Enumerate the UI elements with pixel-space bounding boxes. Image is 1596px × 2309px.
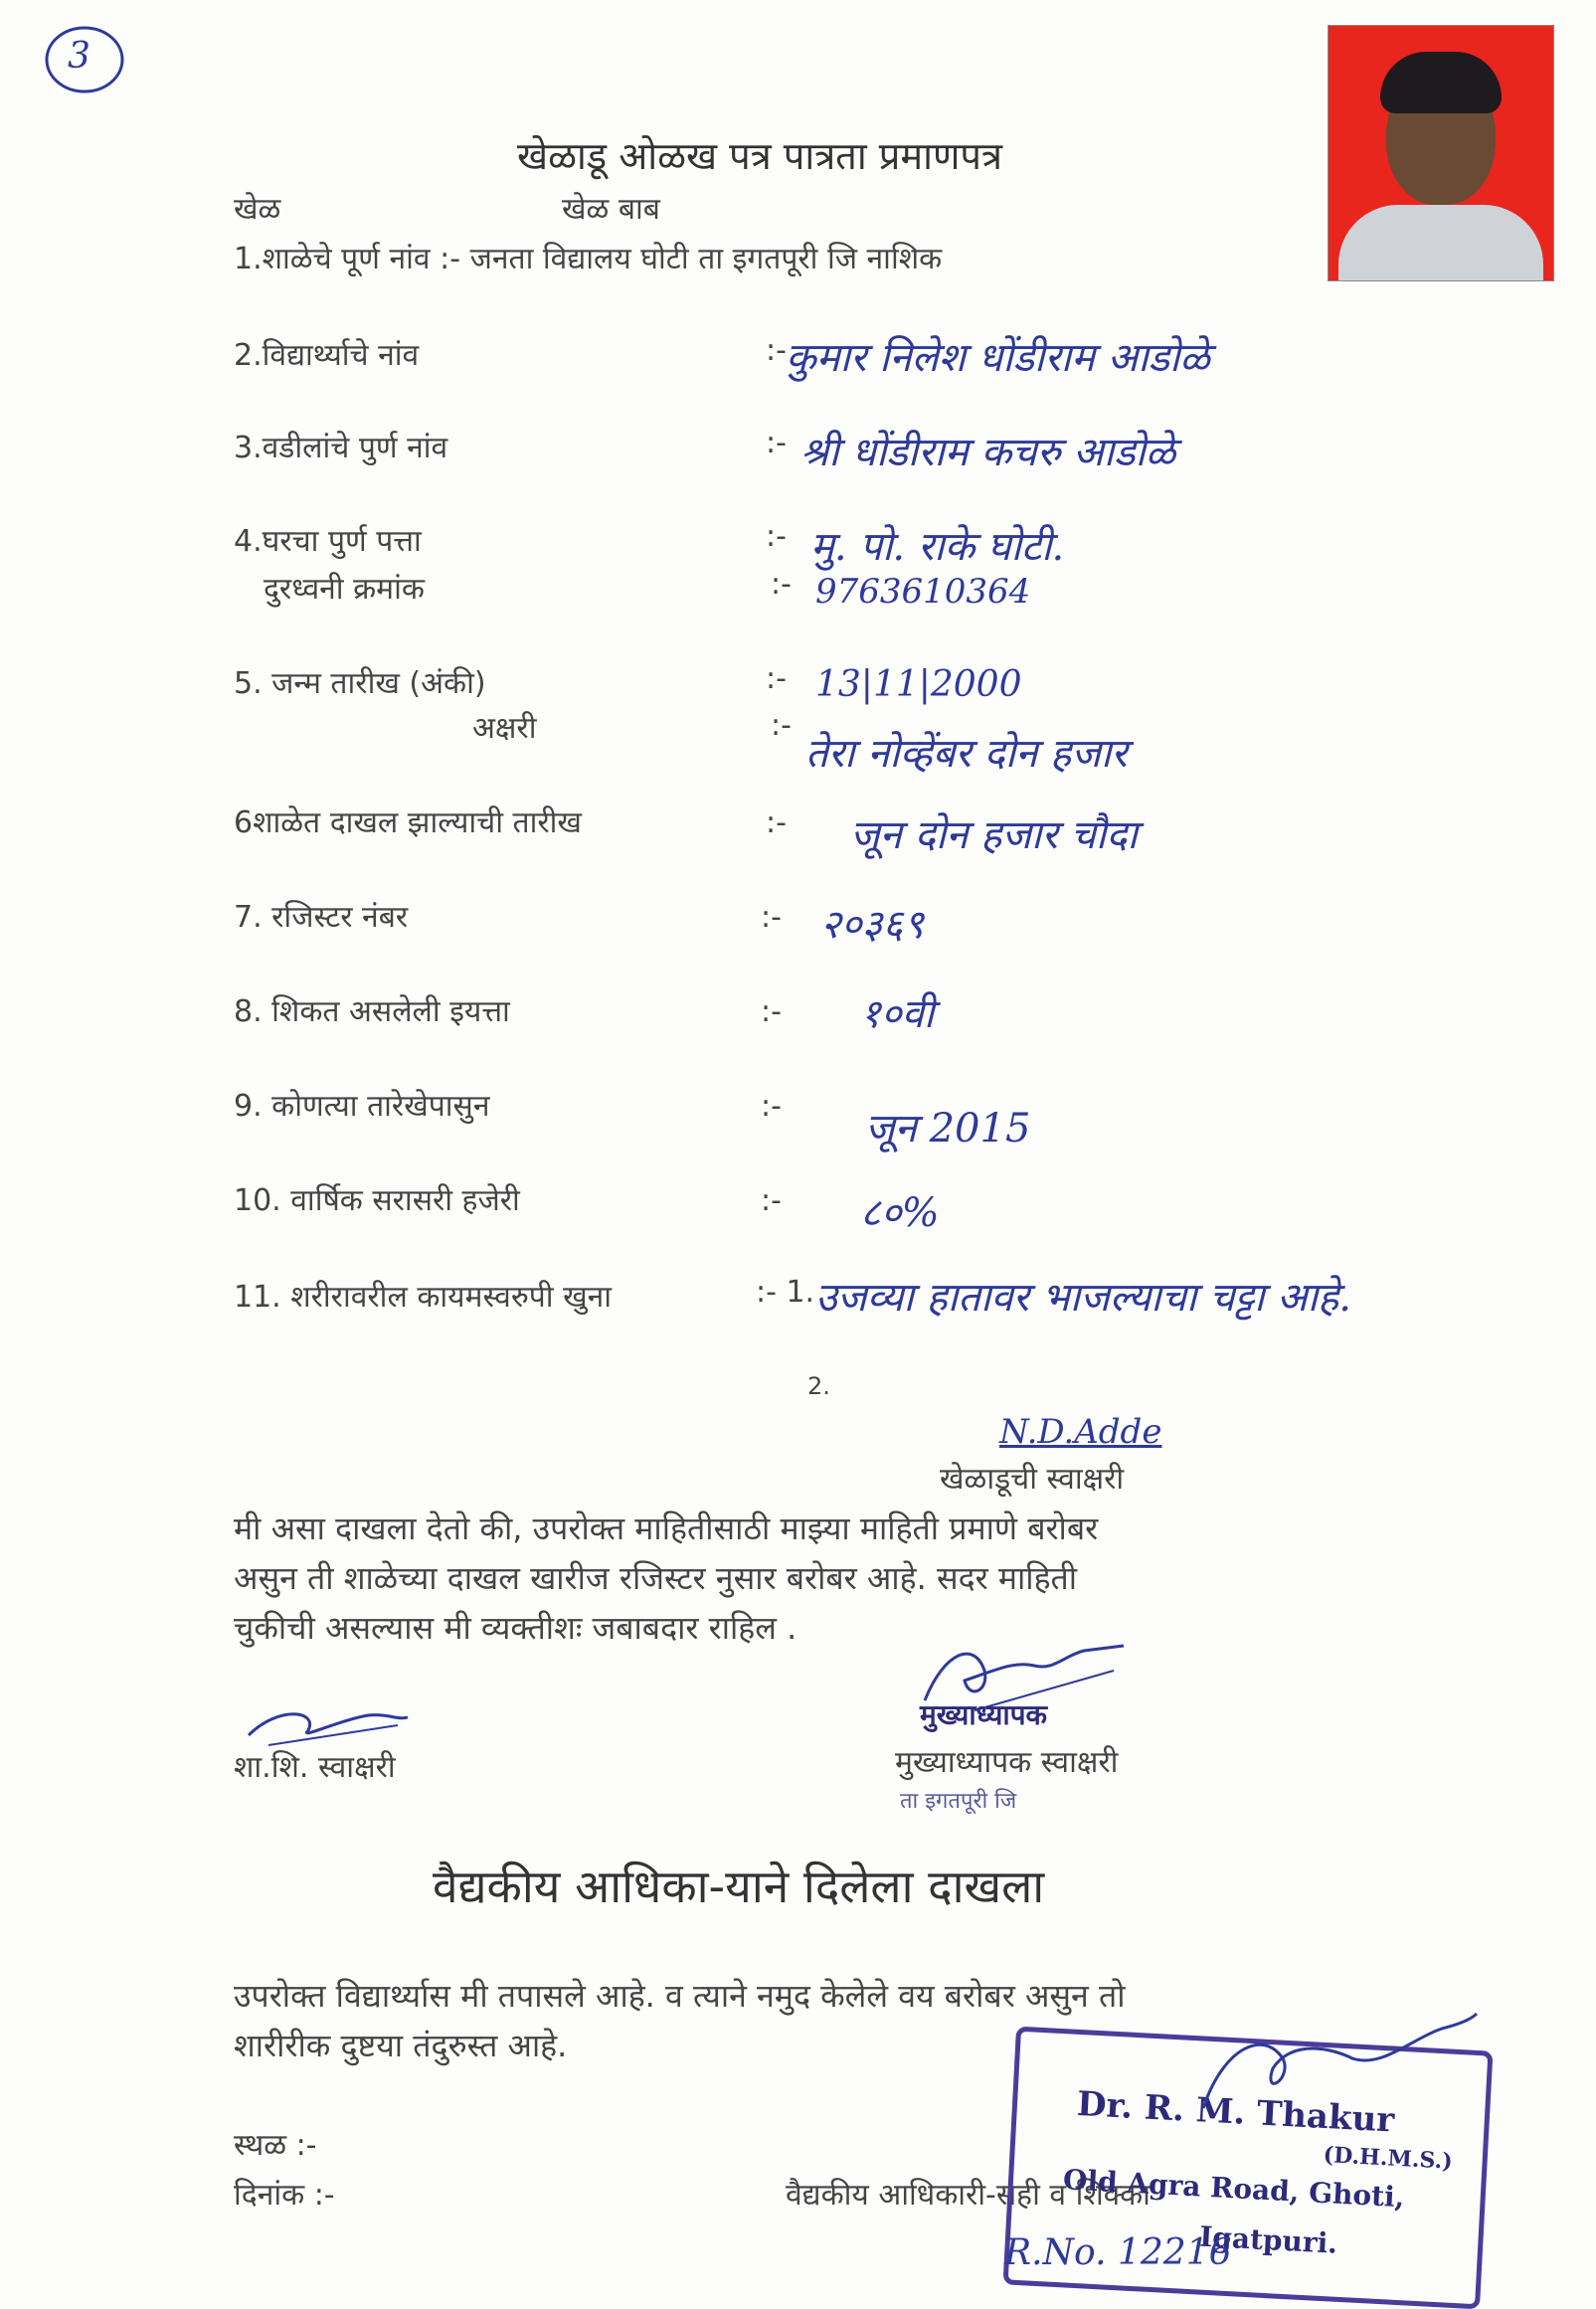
medical-text-line-1: उपरोक्त विद्यार्थ्यास मी तपासले आहे. व त्याने नमुद केलेले वय बरोबर असुन तो: [234, 1977, 1126, 2015]
field-label-dob-words: अक्षरी: [472, 711, 537, 746]
field-label-attendance: 10. वार्षिक सरासरी हजेरी: [234, 1183, 520, 1218]
pe-teacher-signature-label: शा.शि. स्वाक्षरी: [234, 1750, 396, 1785]
field-separator: :-: [766, 426, 787, 460]
medical-officer-signature-label: वैद्यकीय आधिकारी-सही व शिक्का: [786, 2178, 1151, 2213]
field-value-student-name: कुमार निलेश धोंडीराम आडोळे: [786, 335, 1210, 381]
field-value-dob-words: तेरा नोव्हेंबर दोन हजार: [805, 731, 1128, 777]
school-label: 1.शाळेचे पूर्ण नांव: [234, 242, 431, 276]
player-signature-label: खेळाडूची स्वाक्षरी: [940, 1462, 1125, 1497]
declaration-line-1: मी असा दाखला देतो की, उपरोक्त माहितीसाठी माझ्या माहिती प्रमाणे बरोबर: [234, 1510, 1099, 1547]
school-value: जनता विद्यालय घोटी ता इगतपूरी जि नाशिक: [469, 242, 943, 276]
field-label-current-class: 8. शिकत असलेली इयत्ता: [234, 994, 510, 1029]
field-separator: :-: [771, 708, 792, 743]
field-separator: :- 1.: [756, 1275, 815, 1310]
field-value-attendance: ८०%: [860, 1190, 940, 1236]
field-separator: :-: [766, 805, 787, 840]
field-label-since-date: 9. कोणत्या तारेखेपासुन: [234, 1089, 490, 1124]
player-signature: N.D.Adde: [999, 1412, 1162, 1452]
field-separator: :-: [761, 1183, 782, 1218]
field-value-identification-mark: उजव्या हातावर भाजल्याचा चट्टा आहे.: [815, 1275, 1351, 1321]
school-name-line: [234, 237, 942, 277]
field-value-register-number: २०३६९: [820, 902, 924, 948]
field-value-since-date: जून 2015: [865, 1106, 1031, 1152]
doctor-degree: (D.H.M.S.): [1323, 2141, 1454, 2175]
doctor-signature-scribble: [1183, 2009, 1482, 2128]
place-label: स्थळ :-: [234, 2128, 317, 2163]
field-separator: :-: [766, 519, 787, 554]
field-separator: :-: [766, 661, 787, 696]
headmaster-stamp-subtext: ता इगतपूरी जि: [900, 1789, 1017, 1814]
sport-type-label: खेळ बाब: [562, 192, 660, 227]
corner-mark-number: 3: [68, 36, 90, 77]
field-value-current-class: १०वी: [860, 991, 935, 1037]
field-separator: :-: [761, 994, 782, 1029]
field-label-register-number: 7. रजिस्टर नंबर: [234, 900, 409, 935]
sport-label: खेळ: [234, 192, 281, 227]
field-separator: :-: [771, 567, 792, 602]
medical-text-line-2: शारीरीक दुष्टया तंदुरुस्त आहे.: [234, 2027, 568, 2064]
field-separator: :-: [761, 900, 782, 935]
field-label-address: 4.घरचा पुर्ण पत्ता: [234, 524, 422, 559]
doctor-city: Igatpuri.: [1198, 2220, 1338, 2260]
student-photo: [1328, 25, 1554, 281]
page-title: खेळाडू ओळख पत्र पात्रता प्रमाणपत्र: [517, 134, 1002, 178]
field-value-admission-date: जून दोन हजार चौदा: [850, 812, 1138, 858]
field-label-student-name: 2.विद्यार्थ्याचे नांव: [234, 338, 420, 373]
declaration-line-3: चुकीची असल्यास मी व्यक्तीशः जबाबदार राहिल .: [234, 1609, 798, 1647]
field-label-father-name: 3.वडीलांचे पुर्ण नांव: [234, 431, 448, 465]
field-value-address: मु. पो. राके घोटी.: [810, 524, 1065, 570]
doctor-address: Old Agra Road, Ghoti,: [1062, 2163, 1406, 2215]
doctor-registration-number: R.No. 12216: [1004, 2232, 1232, 2273]
field-value-father-name: श्री धोंडीराम कचरु आडोळे: [800, 430, 1176, 475]
declaration-line-2: असुन ती शाळेच्या दाखल खारीज रजिस्टर नुसार बरोबर आहे. सदर माहिती: [234, 1559, 1078, 1597]
headmaster-signature-label: मुख्याध्यापक स्वाक्षरी: [895, 1745, 1119, 1780]
date-label: दिनांक :-: [234, 2178, 335, 2213]
field-label-phone: दुरध्वनी क्रमांक: [264, 572, 425, 607]
school-separator: :-: [440, 242, 461, 276]
medical-section-heading: वैद्यकीय आधिका-याने दिलेला दाखला: [433, 1860, 1045, 1913]
item-2-marker: 2.: [807, 1372, 830, 1400]
field-label-dob-digits: 5. जन्म तारीख (अंकी): [234, 666, 486, 701]
field-label-admission-date: 6शाळेत दाखल झाल्याची तारीख: [234, 805, 582, 840]
field-separator: :-: [766, 333, 787, 368]
field-label-identification-mark: 11. शरीरावरील कायमस्वरुपी खुना: [234, 1280, 613, 1315]
field-separator: :-: [761, 1089, 782, 1124]
field-value-dob-digits: 13|11|2000: [815, 664, 1022, 705]
field-value-phone: 9763610364: [815, 572, 1031, 612]
headmaster-stamp-title: मुख्याध्यापक: [920, 1698, 1048, 1731]
doctor-name: Dr. R. M. Thakur: [1076, 2083, 1396, 2141]
